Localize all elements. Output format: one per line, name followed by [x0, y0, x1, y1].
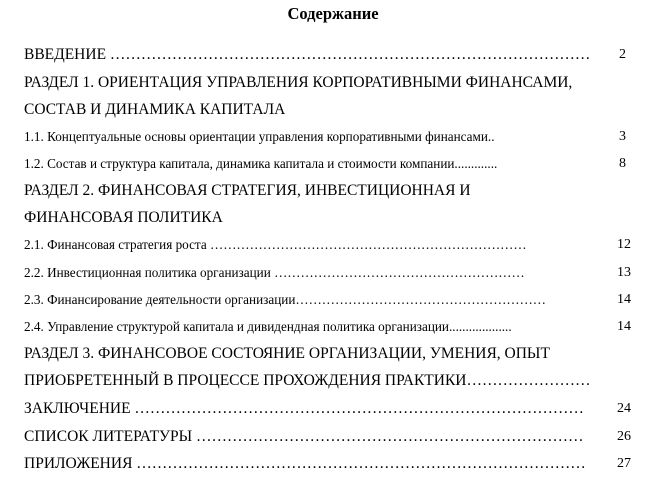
- toc-page-number: 8: [619, 156, 626, 171]
- toc-entry-introduction: ВВЕДЕНИЕ …………………………………………………………………………………: [24, 46, 591, 63]
- toc-entry-section-1-cont: СОСТАВ И ДИНАМИКА КАПИТАЛА: [24, 101, 286, 118]
- toc-page-number: 27: [617, 456, 631, 471]
- page-title: Содержание: [287, 4, 379, 23]
- toc-entry-2-3: 2.3. Финансирование деятельности организации…………………………………………………: [24, 292, 546, 307]
- toc-entry-appendices: ПРИЛОЖЕНИЯ ……………………………………………………………………………: [24, 455, 586, 472]
- toc-entry-section-3: РАЗДЕЛ 3. ФИНАНСОВОЕ СОСТОЯНИЕ ОРГАНИЗАЦИИ, УМЕНИЯ, ОПЫТ: [24, 345, 550, 362]
- toc-page-number: 3: [619, 129, 626, 144]
- toc-entry-2-1: 2.1. Финансовая стратегия роста ………………………………………………………………: [24, 237, 527, 252]
- toc-entry-1-2: 1.2. Состав и структура капитала, динамика капитала и стоимости компании.............: [24, 156, 498, 171]
- toc-entry-1-1: 1.1. Концептуальные основы ориентации управления корпоративными финансами..: [24, 129, 495, 144]
- toc-entry-section-2: РАЗДЕЛ 2. ФИНАНСОВАЯ СТРАТЕГИЯ, ИНВЕСТИЦИОННАЯ И: [24, 182, 471, 199]
- toc-entry-conclusion: ЗАКЛЮЧЕНИЕ ……………………………………………………………………………: [24, 400, 584, 417]
- toc-page-number: 14: [617, 319, 631, 334]
- toc-page-number: 13: [617, 265, 631, 280]
- toc-page-number: 14: [617, 292, 631, 307]
- toc-entry-section-1: РАЗДЕЛ 1. ОРИЕНТАЦИЯ УПРАВЛЕНИЯ КОРПОРАТИВНЫМИ ФИНАНСАМИ,: [24, 74, 573, 91]
- toc-entry-section-2-cont: ФИНАНСОВАЯ ПОЛИТИКА: [24, 209, 223, 226]
- toc-page-number: 2: [619, 47, 626, 62]
- toc-entry-references: СПИСОК ЛИТЕРАТУРЫ …………………………………………………………………: [24, 428, 584, 445]
- toc-entry-section-3-cont: ПРИОБРЕТЕННЫЙ В ПРОЦЕССЕ ПРОХОЖДЕНИЯ ПРАКТИКИ……………………: [24, 372, 591, 389]
- toc-page-number: 12: [617, 237, 631, 252]
- toc-page-number: 24: [617, 401, 631, 416]
- toc-entry-2-4: 2.4. Управление структурой капитала и дивидендная политика организации...................: [24, 319, 512, 334]
- toc-entry-2-2: 2.2. Инвестиционная политика организации …………………………………………………: [24, 265, 525, 280]
- toc-page-number: 26: [617, 429, 631, 444]
